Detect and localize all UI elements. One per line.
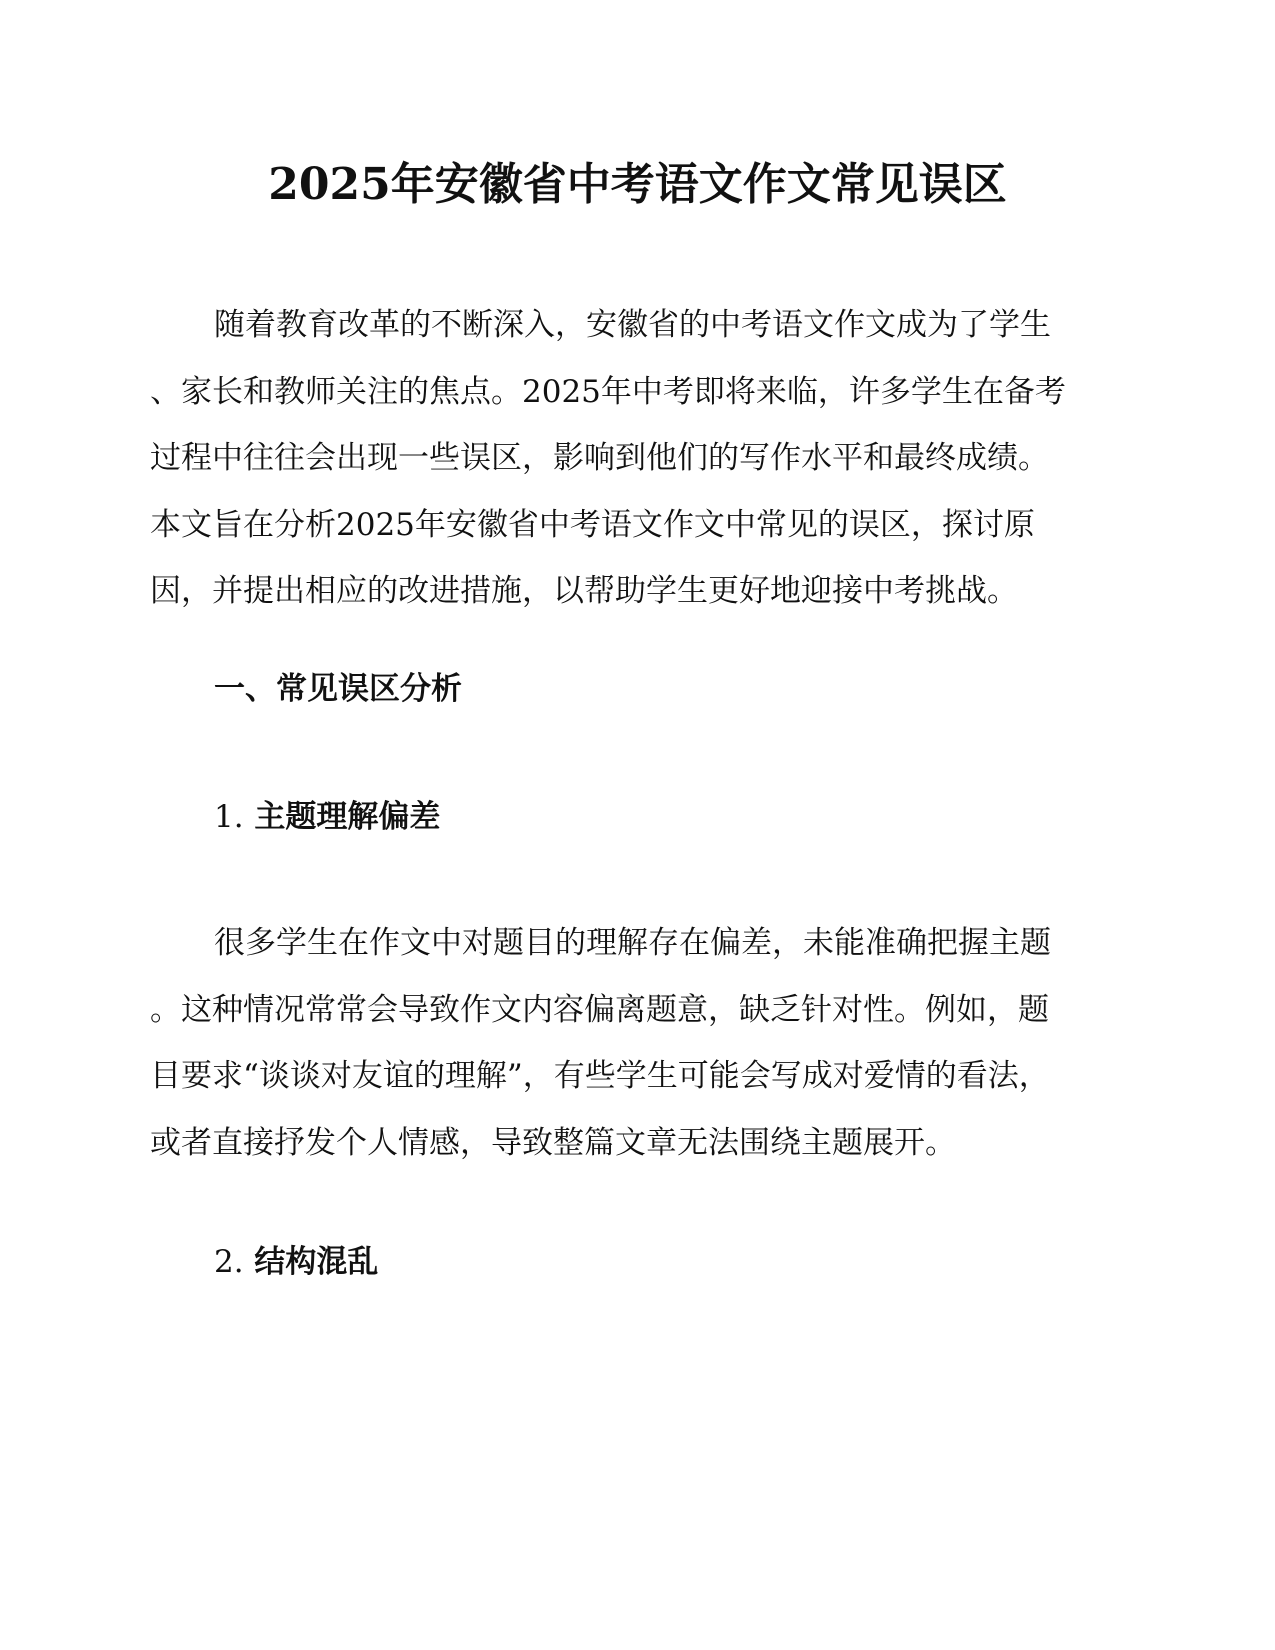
paragraph-line: 因，并提出相应的改进措施，以帮助学生更好地迎接中考挑战。: [150, 573, 1018, 609]
subsection-label: 结构混乱: [254, 1244, 379, 1280]
paragraph-line: 。这种情况常常会导致作文内容偏离题意，缺乏针对性。例如，题: [150, 991, 1049, 1028]
subsection-heading-2: [214, 1240, 378, 1284]
paragraph-line: 很多学生在作文中对题目的理解存在偏差，未能准确把握主题: [214, 925, 1051, 961]
paragraph-line: 随着教育改革的不断深入，安徽省的中考语文作文成为了学生: [214, 307, 1051, 343]
subsection-heading-1: [214, 795, 440, 839]
paragraph-line: 、家长和教师关注的焦点。2025年中考即将来临，许多学生在备考: [150, 373, 1066, 410]
paragraph-line: 本文旨在分析2025年安徽省中考语文作文中常见的误区，探讨原: [150, 506, 1035, 543]
subsection-paragraph-1: [150, 910, 1125, 1176]
subsection-number: 2.: [214, 1244, 244, 1280]
section-heading: 一、常见误区分析: [214, 671, 462, 707]
paragraph-line: 目要求“谈谈对友谊的理解”，有些学生可能会写成对爱情的看法，: [150, 1058, 1050, 1094]
paragraph-line: 过程中往往会出现一些误区，影响到他们的写作水平和最终成绩。: [150, 440, 1049, 476]
subsection-number: 1.: [214, 799, 244, 835]
subsection-label: 主题理解偏差: [254, 799, 441, 835]
document-title: 2025年安徽省中考语文作文常见误区: [268, 159, 1007, 210]
paragraph-line: 或者直接抒发个人情感，导致整篇文章无法围绕主题展开。: [150, 1124, 956, 1161]
intro-paragraph: [150, 292, 1125, 625]
